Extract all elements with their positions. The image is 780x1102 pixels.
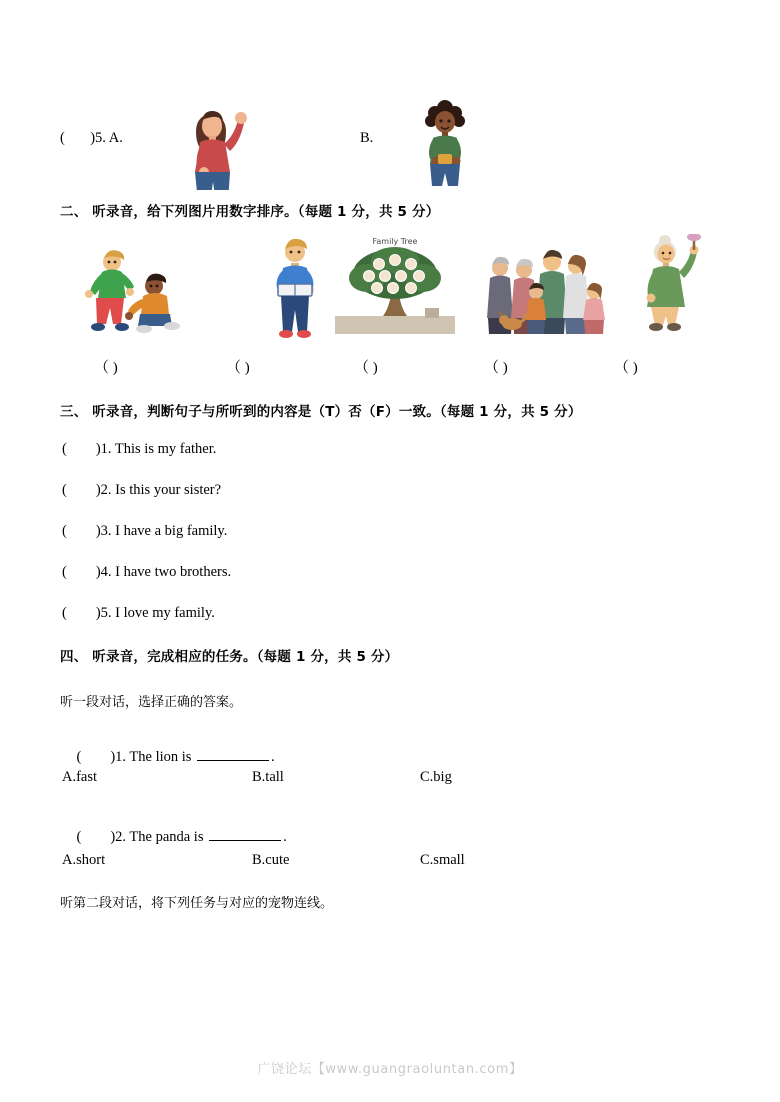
svg-text:Family Tree: Family Tree <box>372 237 418 246</box>
section-4-heading: 四、 听录音，完成相应的任务。（每题 1 分，共 5 分） <box>60 649 399 665</box>
section-4-q2-period: . <box>283 829 287 845</box>
grandmother-with-duster-image <box>625 234 705 334</box>
section-4-q2-option-b[interactable]: B.cute <box>252 852 290 868</box>
question-1-prefix: ( )5. A. <box>60 130 123 146</box>
section-4-q1-option-c[interactable]: C.big <box>420 769 452 785</box>
curly-hair-boy-image <box>400 88 490 188</box>
section-4-q2-option-c[interactable]: C.small <box>420 852 465 868</box>
section-2-heading: 二、 听录音，给下列图片用数字排序。（每题 1 分，共 5 分） <box>60 204 440 220</box>
family-group-photo-image <box>480 244 610 336</box>
question-1-row <box>60 120 720 190</box>
family-tree-image <box>335 232 455 334</box>
section-3-item-2[interactable]: ( )2. Is this your sister? <box>62 482 222 498</box>
section-2-bracket-1[interactable]: （ ) <box>94 360 118 376</box>
section-2-bracket-4[interactable]: （ ) <box>484 360 508 376</box>
section-2-answer-row <box>60 356 720 376</box>
watermark: 广饶论坛【www.guangraoluntan.com】 <box>257 1062 523 1077</box>
waving-woman-image <box>160 90 270 190</box>
section-4-q1-option-a[interactable]: A.fast <box>62 769 98 785</box>
section-4-sub-instruction-1: 听一段对话，选择正确的答案。 <box>60 695 243 710</box>
section-4-q2-text: ( )2. The panda is <box>76 829 208 845</box>
section-4-q1-text: ( )1. The lion is <box>76 749 196 765</box>
section-3-heading: 三、 听录音，判断句子与所听到的内容是（T）否（F）一致。（每题 1 分，共 5 分） <box>60 404 582 420</box>
question-1-option-b: B. <box>360 130 374 146</box>
section-3-item-4[interactable]: ( )4. I have two brothers. <box>62 564 232 580</box>
section-3-item-1[interactable]: ( )1. This is my father. <box>62 441 217 457</box>
section-2-bracket-5[interactable]: （ ) <box>614 360 638 376</box>
section-4-q2-blank[interactable] <box>209 828 281 841</box>
section-4-q1-period: . <box>271 749 275 765</box>
section-4-q2-option-a[interactable]: A.short <box>62 852 106 868</box>
section-3-item-5[interactable]: ( )5. I love my family. <box>62 605 215 621</box>
section-4-sub-instruction-2: 听第二段对话，将下列任务与对应的宠物连线。 <box>60 896 334 911</box>
section-4-q1-option-b[interactable]: B.tall <box>252 769 284 785</box>
section-2-bracket-3[interactable]: （ ) <box>354 360 378 376</box>
section-2-image-row <box>60 232 720 337</box>
section-4-q1-blank[interactable] <box>197 748 269 761</box>
section-3-item-3[interactable]: ( )3. I have a big family. <box>62 523 228 539</box>
two-children-playing-image <box>80 242 190 337</box>
section-2-bracket-2[interactable]: （ ) <box>226 360 250 376</box>
boy-reading-book-image <box>260 234 330 339</box>
